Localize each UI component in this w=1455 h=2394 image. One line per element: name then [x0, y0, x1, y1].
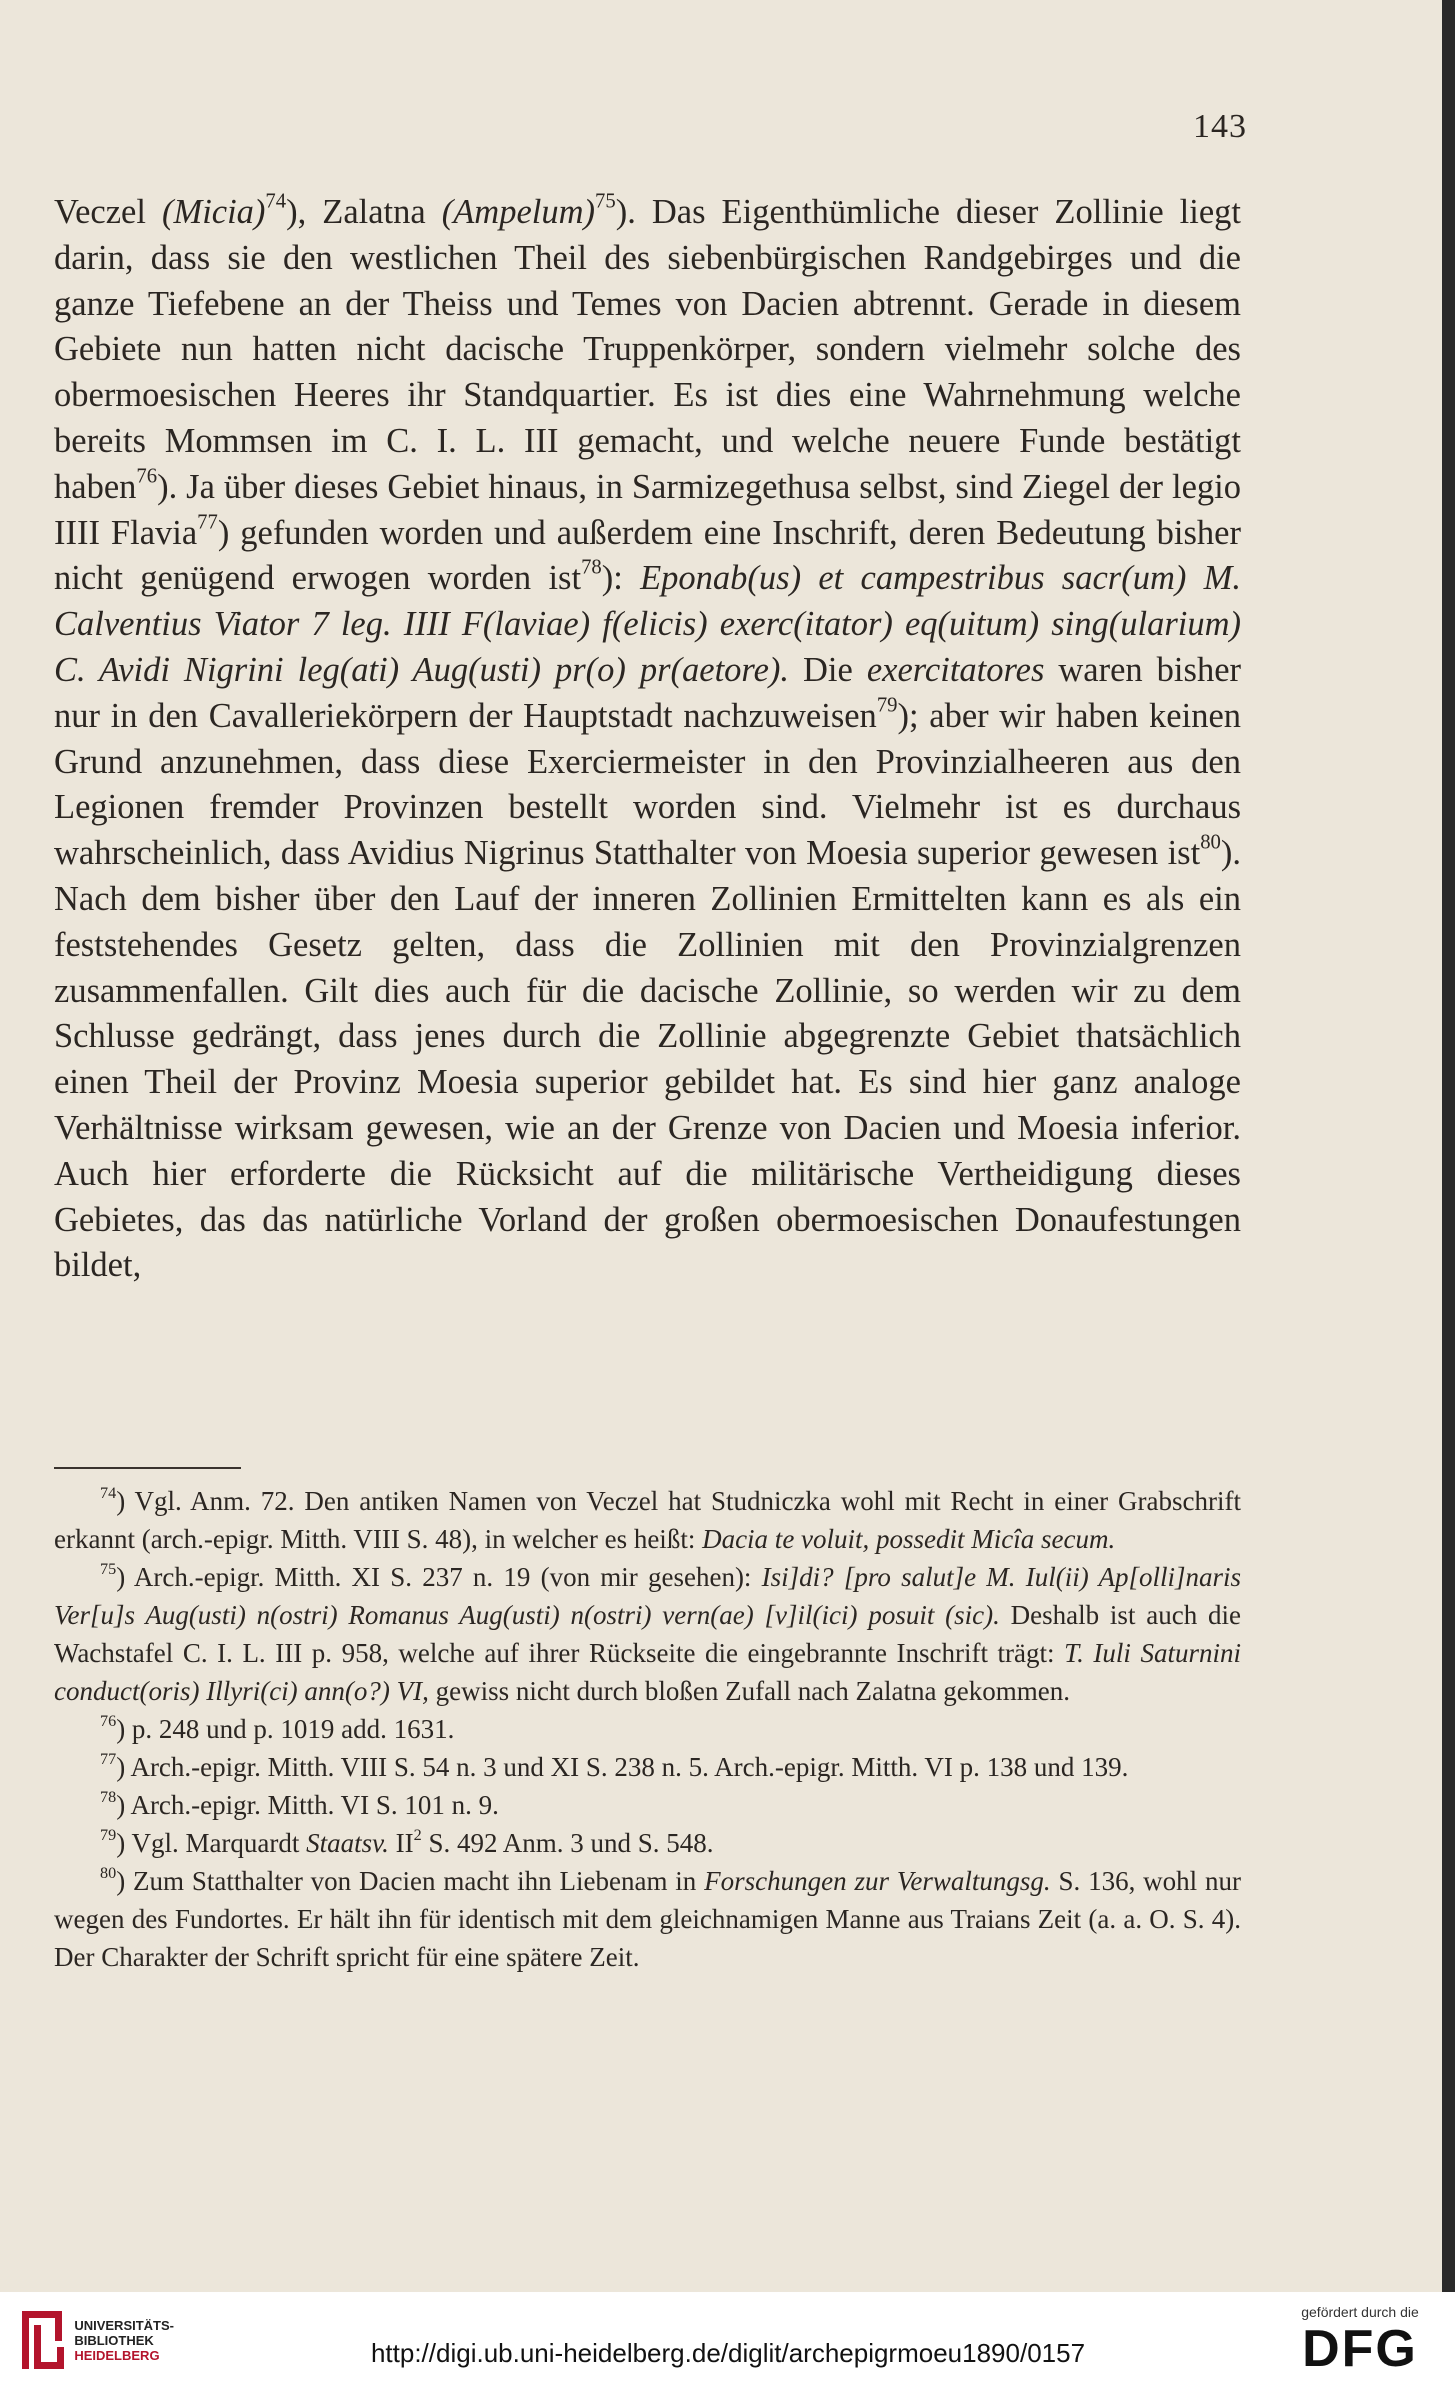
dfg-caption: gefördert durch die — [1301, 2304, 1419, 2320]
footnote-79: $^{79}$) Vgl. Marquardt Staatsv. $II^2$ S. 492 Anm. 3 und S. 548. — [100, 1825, 714, 1858]
page-number: 143 — [1193, 108, 1247, 145]
logo-line-1: UNIVERSITÄTS- — [74, 2317, 174, 2333]
footnote-separator — [54, 1467, 241, 1469]
footnote-74: $^{74}$) Vgl. Anm. 72. Den antiken Namen von Veczel hat Studniczka wohl mit Recht in einer Grabschrift erkannt (arch.-epigr. Mitth. VIII S. 48), in welcher es heißt: Dacia te voluit, possedit Micîa secum. — [54, 1483, 1241, 1554]
footnote-77: $^{77}$) Arch.-epigr. Mitth. VIII S. 54 n. 3 und XI S. 238 n. 5. Arch.-epigr. Mitth. VI p. 138 und 139. — [100, 1749, 1129, 1782]
page-edge — [1442, 0, 1455, 2292]
library-logo-icon — [14, 2307, 68, 2373]
footnote-75: $^{75}$) Arch.-epigr. Mitth. XI S. 237 n. 19 (von mir gesehen): Isi]di? [pro salut]e M. Iul(ii) Ap[olli]naris Ver[u]s Aug(usti) n(ostri) Romanus Aug(usti) n(ostri) vern(ae) [v]il(ici) posuit (sic). Deshalb ist auch die Wachstafel C. I. L. III p. 958, welche auf ihrer Rückseite die eingebrannte Inschrift trägt: T. Iuli Saturnini conduct(oris) Illyri(ci) ann(o?) VI, gewiss nicht durch bloßen Zufall nach Zalatna gekommen. — [54, 1559, 1241, 1706]
university-library-logo[interactable] — [14, 2300, 174, 2380]
library-logo-text — [74, 2318, 174, 2363]
body-paragraph: Veczel (Micia)$^{74}$), Zalatna (Ampelum)$^{75}$). Das Eigenthümliche dieser Zollinie liegt darin, dass sie den westlichen Theil des siebenbürgischen Randgebirges und die ganze Tiefebene an der Theiss und Temes von Dacien abtrennt. Gerade in diesem Gebiete nun hatten nicht dacische Truppenkörper, sondern vielmehr solche des obermoesischen Heeres ihr Standquartier. Es ist dies eine Wahrnehmung welche bereits Mommsen im C. I. L. III gemacht, und welche neuere Funde bestätigt haben$^{76}$). Ja über dieses Gebiet hinaus, in Sarmizegethusa selbst, sind Ziegel der legio IIII Flavia$^{77}$) gefunden worden und außerdem eine Inschrift, deren Bedeutung bisher nicht genügend erwogen worden ist$^{78}$): Eponab(us) et campestribus sacr(um) M. Calventius Viator 7 leg. IIII F(laviae) f(elicis) exerc(itator) eq(uitum) sing(ularium) C. Avidi Nigrini leg(ati) Aug(usti) pr(o) pr(aetore). Die exercitatores waren bisher nur in den Cavalleriekörpern der Hauptstadt nachzuweisen$^{79}$); aber wir haben keinen Grund anzunehmen, dass diese Exerciermeister in den Provinzialheeren aus den Legionen fremder Provinzen bestellt worden sind. Vielmehr ist es durchaus wahrscheinlich, dass Avidius Nigrinus Statthalter von Moesia superior gewesen ist$^{80}$). Nach dem bisher über den Lauf der inneren Zollinien Ermittelten kann es als ein feststehendes Gesetz gelten, dass die Zollinien mit den Provinzialgrenzen zusammenfallen. Gilt dies auch für die dacische Zollinie, so werden wir zu dem Schlusse gedrängt, dass jenes durch die Zollinie abgegrenzte Gebiet thatsächlich einen Theil der Provinz Moesia superior gebildet hat. Es sind hier ganz analoge Verhältnisse wirksam gewesen, wie an der Grenze von Dacien und Moesia inferior. Auch hier erforderte die Rücksicht auf die militärische Vertheidigung dieses Gebietes, das das natürliche Vorland der großen obermoesischen Donaufestungen bildet, — [54, 190, 1242, 1285]
logo-line-2: BIBLIOTHEK — [74, 2332, 154, 2348]
footnote-78: $^{78}$) Arch.-epigr. Mitth. VI S. 101 n. 9. — [100, 1787, 499, 1820]
logo-line-3: HEIDELBERG — [74, 2347, 160, 2363]
source-url-link[interactable]: http://digi.ub.uni-heidelberg.de/diglit/archepigrmoeu1890/0157 — [370, 2338, 1086, 2368]
footnote-76: $^{76}$) p. 248 und p. 1019 add. 1631. — [100, 1711, 455, 1744]
footnote-80: $^{80}$) Zum Statthalter von Dacien macht ihn Liebenam in Forschungen zur Verwaltungsg. S. 136, wohl nur wegen des Fundortes. Er hält ihn für identisch mit dem gleichnamigen Manne aus Traians Zeit (a. a. O. S. 4). Der Charakter der Schrift spricht für eine spätere Zeit. — [54, 1863, 1242, 1972]
body-text — [54, 190, 1241, 1289]
footnotes — [54, 1482, 1241, 1976]
dfg-logo[interactable] — [1285, 2304, 1435, 2378]
dfg-wordmark: DFG — [1302, 2320, 1418, 2378]
